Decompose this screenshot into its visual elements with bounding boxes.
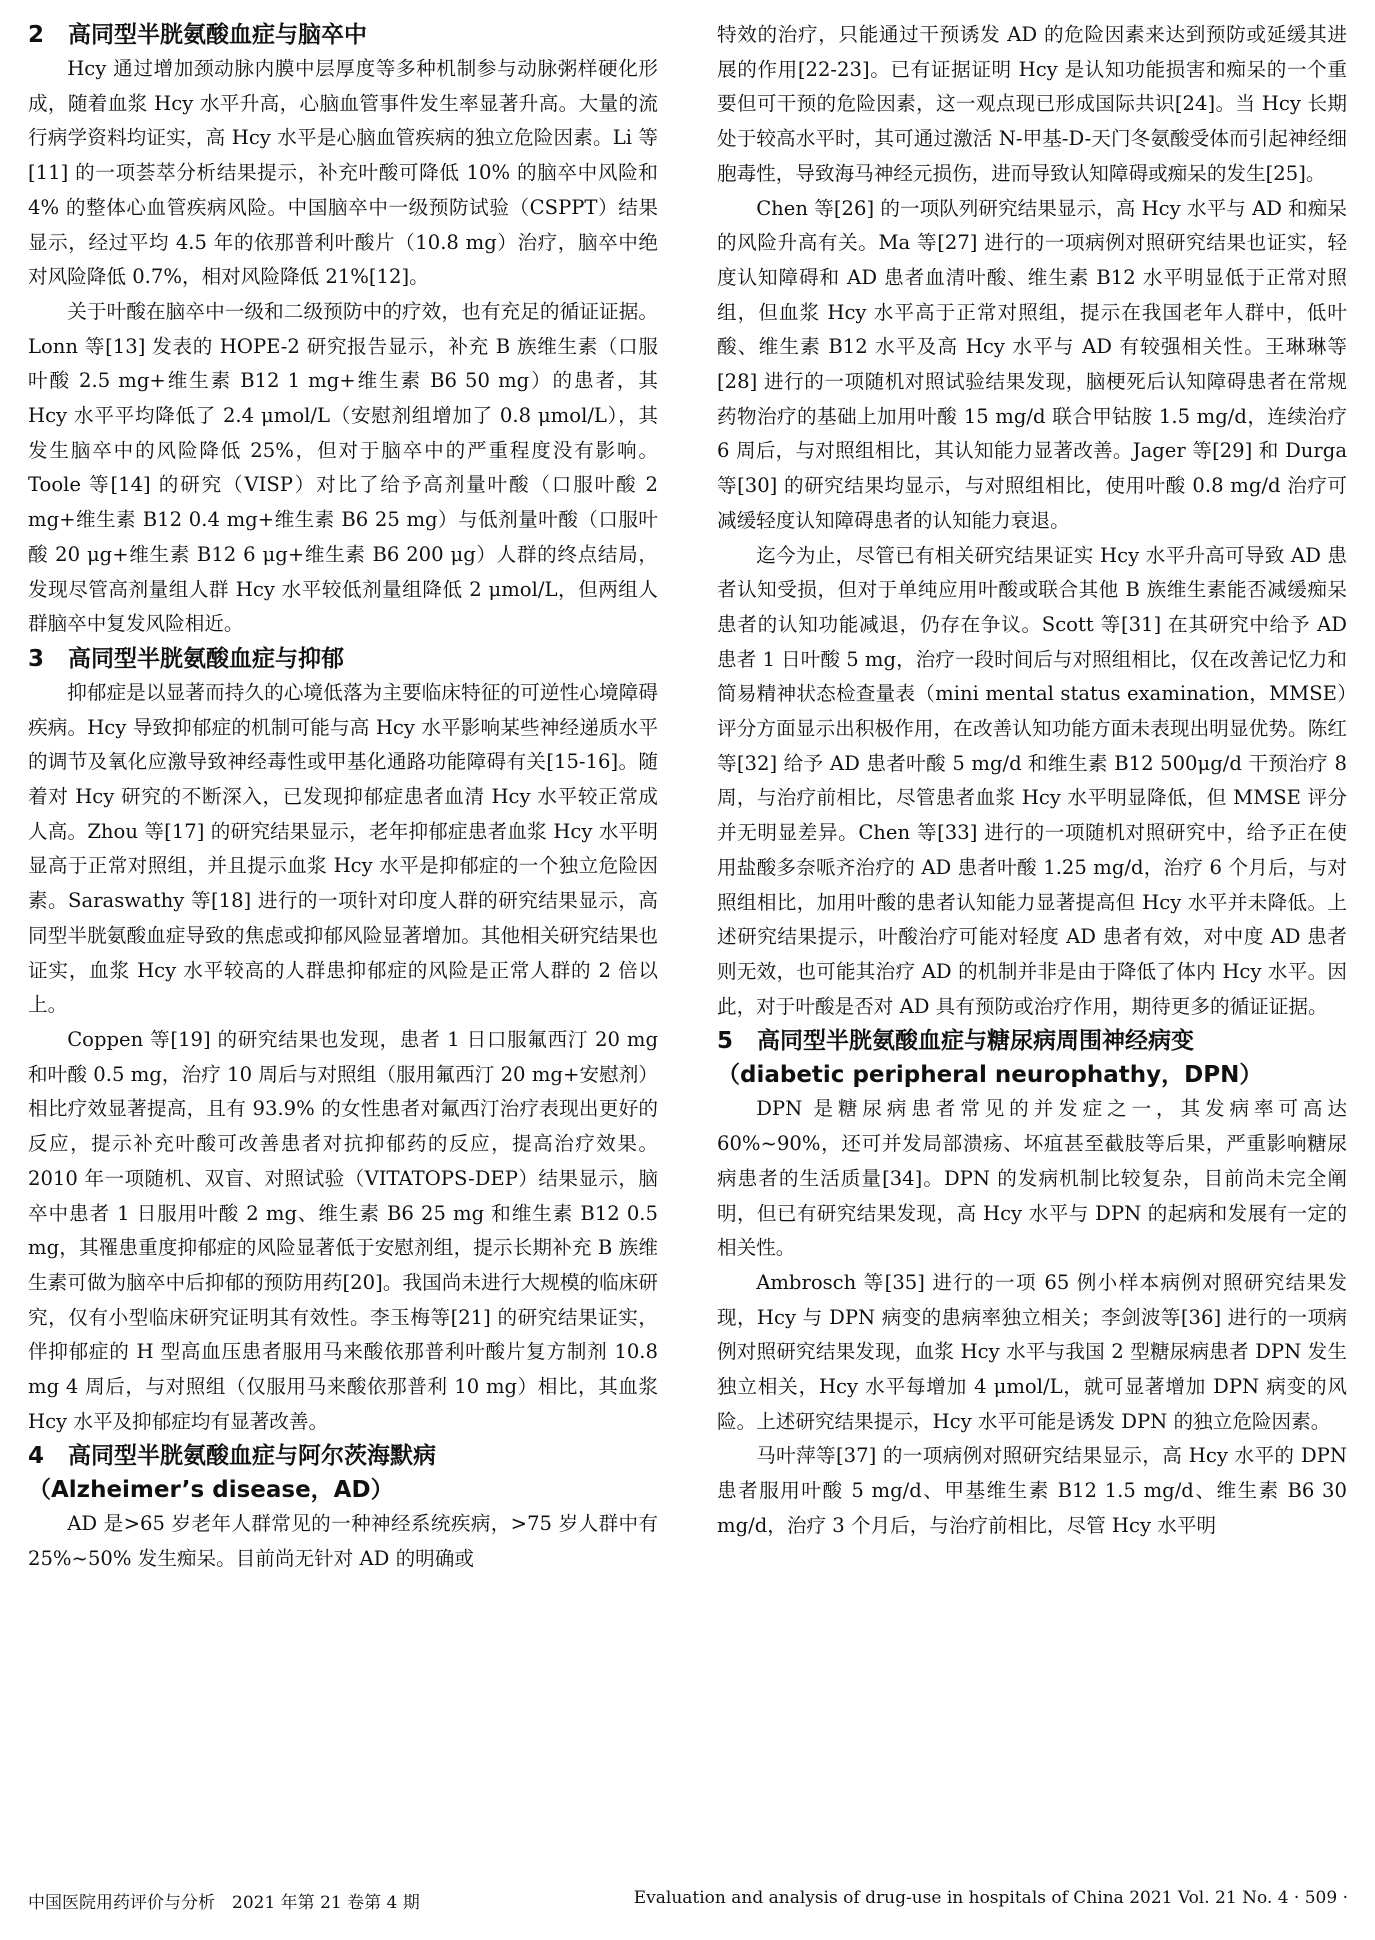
section-3-para-1: 抑郁症是以显著而持久的心境低落为主要临床特征的可逆性心境障碍疾病。Hcy 导致抑郁症的机制可能与高 Hcy 水平影响某些神经递质水平的调节及氧化应激导致神经毒性或甲基化通路功能障碍有关[15-16]。随着对 Hcy 研究的不断深入，已发现抑郁症患者血清 Hcy 水平较正常成人高。Zhou 等[17] 的研究结果显示，老年抑郁症患者血浆 Hcy 水平明显高于正常对照组，并且提示血浆 Hcy 水平是抑郁症的一个独立危险因素。Saraswathy 等[18] 进行的一项针对印度人群的研究结果显示，高同型半胱氨酸血症导致的焦虑或抑郁风险显著增加。其他相关研究结果也证实，血浆 Hcy 水平较高的人群患抑郁症的风险是正常人群的 2 倍以上。: [28, 680, 658, 1017]
section-2-heading: 2 高同型半胱氨酸血症与脑卒中: [28, 22, 367, 48]
section-5-heading: 5 高同型半胱氨酸血症与糖尿病周围神经病变 （diabetic peripheral neurophathy，DPN）: [717, 1028, 1263, 1089]
section-2-para-1: Hcy 通过增加颈动脉内膜中层厚度等多种机制参与动脉粥样硬化形成，随着血浆 Hcy 水平升高，心脑血管事件发生率显著升高。大量的流行病学资料均证实，高 Hcy 水平是心脑血管疾病的独立危险因素。Li 等[11] 的一项荟萃分析结果提示，补充叶酸可降低 10% 的脑卒中风险和 4% 的整体心血管疾病风险。中国脑卒中一级预防试验（CSPPT）结果显示，经过平均 4.5 年的依那普利叶酸片（10.8 mg）治疗，脑卒中绝对风险降低 0.7%，相对风险降低 21%[12]。: [28, 57, 658, 289]
section-4-para-1-cont: 特效的治疗，只能通过干预诱发 AD 的危险因素来达到预防或延缓其进展的作用[22-23]。已有证据证明 Hcy 是认知功能损害和痴呆的一个重要但可干预的危险因素，这一观点现已形成国际共识[24]。当 Hcy 长期处于较高水平时，其可通过激活 N-甲基-D-天门冬氨酸受体而引起神经细胞毒性，导致海马神经元损伤，进而导致认知障碍或痴呆的发生[25]。: [717, 23, 1347, 185]
right-column: [717, 18, 1347, 1544]
section-4-para-1: AD 是>65 岁老年人群常见的一种神经系统疾病，>75 岁人群中有 25%~50% 发生痴呆。目前尚无针对 AD 的明确或: [28, 1512, 658, 1571]
footer-journal-cn: 中国医院用药评价与分析 2021 年第 21 卷第 4 期: [28, 1893, 420, 1913]
section-3-para-2: Coppen 等[19] 的研究结果也发现，患者 1 日口服氟西汀 20 mg 和叶酸 0.5 mg，治疗 10 周后与对照组（服用氟西汀 20 mg+安慰剂）相比疗效显著提高，且有 93.9% 的女性患者对氟西汀治疗表现出更好的反应，提示补充叶酸可改善患者对抗抑郁药的反应，提高治疗效果。2010 年一项随机、双盲、对照试验（VITATOPS-DEP）结果显示，脑卒中患者 1 日服用叶酸 2 mg、维生素 B6 25 mg 和维生素 B12 0.5 mg，其罹患重度抑郁症的风险显著低于安慰剂组，提示长期补充 B 族维生素可做为脑卒中后抑郁的预防用药[20]。我国尚未进行大规模的临床研究，仅有小型临床研究证明其有效性。李玉梅等[21] 的研究结果证实，伴抑郁症的 H 型高血压患者服用马来酸依那普利叶酸片复方制剂 10.8 mg 4 周后，与对照组（仅服用马来酸依那普利 10 mg）相比，其血浆 Hcy 水平及抑郁症均有显著改善。: [28, 1027, 658, 1433]
section-5-para-1: DPN 是糖尿病患者常见的并发症之一，其发病率可高达 60%~90%，还可并发局部溃疡、坏疽甚至截肢等后果，严重影响糖尿病患者的生活质量[34]。DPN 的发病机制比较复杂，目前尚未完全阐明，但已有研究结果发现，高 Hcy 水平与 DPN 的起病和发展有一定的相关性。: [717, 1097, 1347, 1260]
section-5-para-2: Ambrosch 等[35] 进行的一项 65 例小样本病例对照研究结果发现，Hcy 与 DPN 病变的患病率独立相关；李剑波等[36] 进行的一项病例对照研究结果发现，血浆 Hcy 水平与我国 2 型糖尿病患者 DPN 发生独立相关，Hcy 水平每增加 4 μmol/L，就可显著增加 DPN 病变的风险。上述研究结果提示，Hcy 水平可能是诱发 DPN 的独立危险因素。: [717, 1270, 1347, 1433]
section-4-para-3: 迄今为止，尽管已有相关研究结果证实 Hcy 水平升高可导致 AD 患者认知受损，但对于单纯应用叶酸或联合其他 B 族维生素能否减缓痴呆患者的认知功能减退，仍存在争议。Scott 等[31] 在其研究中给予 AD 患者 1 日叶酸 5 mg，治疗一段时间后与对照组相比，仅在改善记忆力和简易精神状态检查量表（mini mental status examination，MMSE）评分方面显示出积极作用，在改善认知功能方面未表现出明显优势。陈红等[32] 给予 AD 患者叶酸 5 mg/d 和维生素 B12 500μg/d 干预治疗 8 周，与治疗前相比，尽管患者血浆 Hcy 水平明显降低，但 MMSE 评分并无明显差异。Chen 等[33] 进行的一项随机对照研究中，给予正在使用盐酸多奈哌齐治疗的 AD 患者叶酸 1.25 mg/d，治疗 6 个月后，与对照组相比，加用叶酸的患者认知能力显著提高但 Hcy 水平并未降低。上述研究结果提示，叶酸治疗可能对轻度 AD 患者有效，对中度 AD 患者则无效，也可能其治疗 AD 的机制并非是由于降低了体内 Hcy 水平。因此，对于叶酸是否对 AD 具有预防或治疗作用，期待更多的循证证据。: [717, 543, 1347, 1018]
section-2-para-2: 关于叶酸在脑卒中一级和二级预防中的疗效，也有充足的循证证据。Lonn 等[13] 发表的 HOPE-2 研究报告显示，补充 B 族维生素（口服叶酸 2.5 mg+维生素 B12 1 mg+维生素 B6 50 mg）的患者，其 Hcy 水平平均降低了 2.4 μmol/L（安慰剂组增加了 0.8 μmol/L），其发生脑卒中的风险降低 25%，但对于脑卒中的严重程度没有影响。Toole 等[14] 的研究（VISP）对比了给予高剂量叶酸（口服叶酸 2 mg+维生素 B12 0.4 mg+维生素 B6 25 mg）与低剂量叶酸（口服叶酸 20 μg+维生素 B12 6 μg+维生素 B6 200 μg）人群的终点结局，发现尽管高剂量组人群 Hcy 水平较低剂量组降低 2 μmol/L，但两组人群脑卒中复发风险相近。: [28, 299, 658, 636]
section-4-heading: 4 高同型半胱氨酸血症与阿尔茨海默病 （Alzheimer’s disease，AD）: [28, 1443, 436, 1504]
section-5-para-3: 马叶萍等[37] 的一项病例对照研究结果显示，高 Hcy 水平的 DPN 患者服用叶酸 5 mg/d、甲基维生素 B12 1.5 mg/d、维生素 B6 30 mg/d，治疗 3 个月后，与治疗前相比，尽管 Hcy 水平明: [717, 1444, 1347, 1537]
page-footer: [28, 1888, 1348, 1918]
section-4-para-2: Chen 等[26] 的一项队列研究结果显示，高 Hcy 水平与 AD 和痴呆的风险升高有关。Ma 等[27] 进行的一项病例对照研究结果也证实，轻度认知障碍和 AD 患者血清叶酸、维生素 B12 水平明显低于正常对照组，但血浆 Hcy 水平高于正常对照组，提示在我国老年人群中，低叶酸、维生素 B12 水平及高 Hcy 水平与 AD 有较强相关性。王琳琳等[28] 进行的一项随机对照试验结果发现，脑梗死后认知障碍患者在常规药物治疗的基础上加用叶酸 15 mg/d 联合甲钴胺 1.5 mg/d，连续治疗 6 周后，与对照组相比，其认知能力显著改善。Jager 等[29] 和 Durga 等[30] 的研究结果均显示，与对照组相比，使用叶酸 0.8 mg/d 治疗可减缓轻度认知障碍患者的认知能力衰退。: [717, 196, 1347, 532]
section-3-heading: 3 高同型半胱氨酸血症与抑郁: [28, 645, 344, 672]
left-column: [28, 18, 658, 1577]
footer-journal-en: Evaluation and analysis of drug-use in hospitals of China 2021 Vol. 21 No. 4 · 509 ·: [633, 1888, 1348, 1908]
